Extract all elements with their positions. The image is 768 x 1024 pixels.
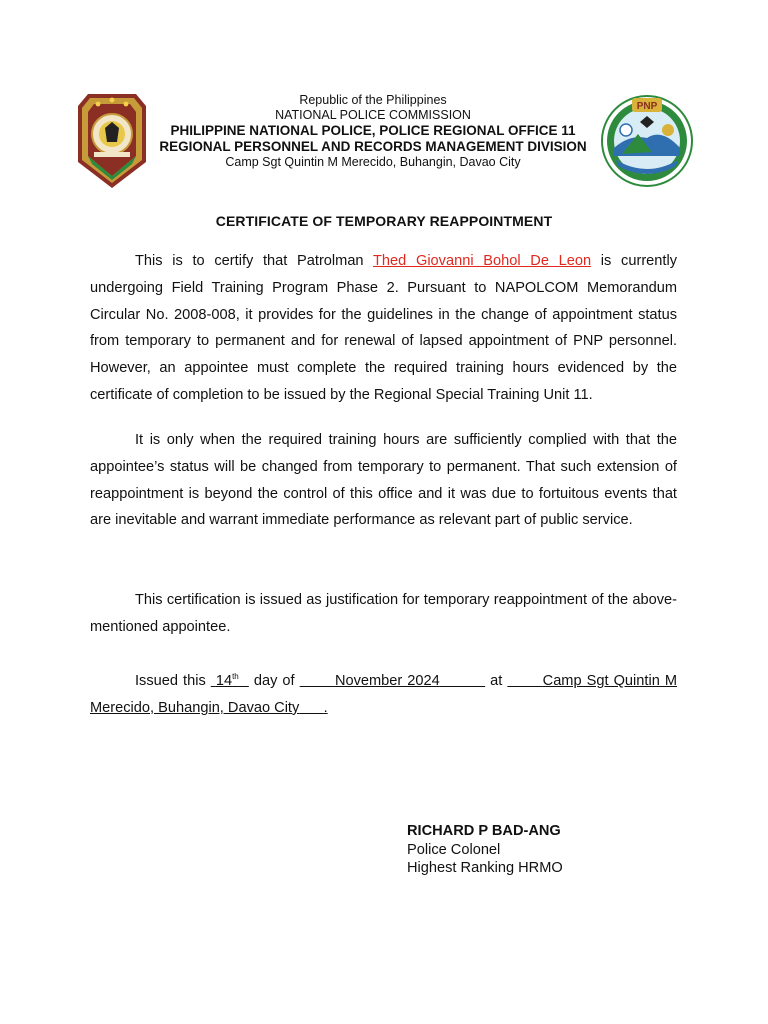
header-line-address: Camp Sgt Quintin M Merecido, Buhangin, Davao City xyxy=(225,155,521,169)
issued-day-number: 14 xyxy=(215,673,233,689)
signatory-name: RICHARD P BAD-ANG xyxy=(407,823,561,839)
signatory-position: Highest Ranking HRMO xyxy=(407,860,563,876)
paragraph-status-change: It is only when the required training hours are sufficiently complied with that the appointee’s status will be changed from temporary to permanent. That such extension of reappointment is beyond the control of this office and it was due to fortuitous events that are inevitable and warrant immediate performance as relevant part of public service. xyxy=(90,432,677,529)
paragraph-justification: This certification is issued as justification for temporary reappointment of the above-mentioned appointee. xyxy=(90,592,677,635)
issued-pre: Issued this xyxy=(135,673,211,689)
paragraph-certification xyxy=(90,248,677,409)
header-line-pro11: PHILIPPINE NATIONAL POLICE, POLICE REGIONAL OFFICE 11 xyxy=(170,123,576,138)
para1-post: is currently undergoing Field Training Program Phase 2. Pursuant to NAPOLCOM Memorandum Circular No. 2008-008, it provides for the guidelines in the change of appointment status from temporary to permanent and for renewal of lapsed appointment of PNP personnel. However, an appointee must complete the required training hours evidenced by the certificate of completion to be issued by the Regional Special Training Unit 11. xyxy=(90,253,678,403)
signatory-rank: Police Colonel xyxy=(407,841,501,858)
para1-pre: This is to certify that Patrolman xyxy=(135,253,373,269)
issued-place-text: Camp Sgt Quintin M Merecido, Buhangin, Davao City xyxy=(90,673,678,716)
pnp-badge-text: PNP xyxy=(636,101,658,112)
signatory-block xyxy=(407,822,563,878)
header-line-division: REGIONAL PERSONNEL AND RECORDS MANAGEMENT DIVISION xyxy=(159,139,587,154)
issued-month-year-text: November 2024 xyxy=(334,673,440,689)
issued-mid2: at xyxy=(485,673,508,689)
paragraph-issued xyxy=(90,668,677,722)
header-line-republic: Republic of the Philippines xyxy=(299,93,447,107)
patrolman-name: Thed Giovanni Bohol De Leon xyxy=(373,253,592,269)
issued-end: . xyxy=(323,699,328,716)
letterhead xyxy=(150,93,596,170)
issued-day-suffix: th xyxy=(232,672,239,682)
issued-day xyxy=(211,673,249,689)
document-title: CERTIFICATE OF TEMPORARY REAPPOINTMENT xyxy=(215,213,553,229)
issued-month-year xyxy=(300,673,485,689)
pnp-shield-seal-icon xyxy=(74,92,150,190)
issued-mid1: day of xyxy=(248,673,300,689)
pnp-regional-seal-icon xyxy=(600,94,694,188)
header-line-napolcom: NATIONAL POLICE COMMISSION xyxy=(275,108,471,122)
